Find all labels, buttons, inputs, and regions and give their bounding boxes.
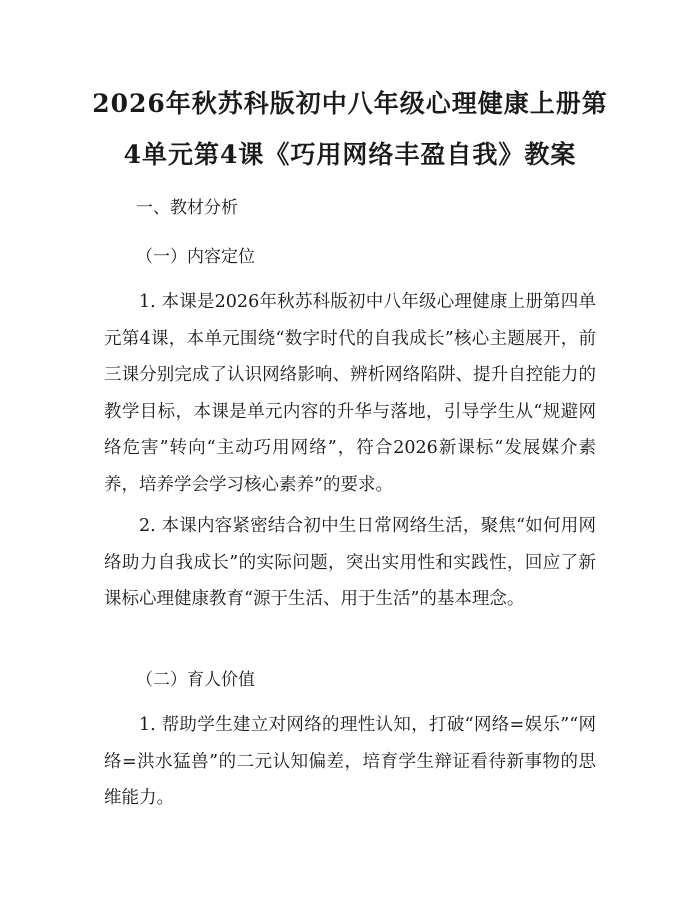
paragraph-content-positioning-2: 2. 本课内容紧密结合初中生日常网络生活，聚焦“如何用网络助力自我成长”的实际问题，突出实用性和实践性，回应了新课标心理健康教育“源于生活、用于生活”的基本理念。 <box>104 516 596 609</box>
section-heading-textbook-analysis: 一、教材分析 <box>136 198 238 218</box>
subsection-heading-content-positioning: （一）内容定位 <box>136 247 255 267</box>
paragraph-educational-value-1: 1. 帮助学生建立对网络的理性认知，打破“网络=娱乐”“网络=洪水猛兽”的二元认知偏差，培育学生辩证看待新事物的思维能力。 <box>104 715 596 808</box>
document-title-line-1: 2026年秋苏科版初中八年级心理健康上册第 <box>92 89 608 118</box>
subsection-heading-educational-value: （二）育人价值 <box>136 670 255 690</box>
paragraph-content-positioning-1: 1. 本课是2026年秋苏科版初中八年级心理健康上册第四单元第4课，本单元围绕“数字时代的自我成长”核心主题展开，前三课分别完成了认识网络影响、辨析网络陷阱、提升自控能力的教学目标，本课是单元内容的升华与落地，引导学生从“规避网络危害”转向“主动巧用网络”，符合2026新课标“发展媒介素养，培养学会学习核心素养”的要求。 <box>104 292 596 495</box>
document-title-line-2: 4单元第4课《巧用网络丰盈自我》教案 <box>123 140 577 169</box>
